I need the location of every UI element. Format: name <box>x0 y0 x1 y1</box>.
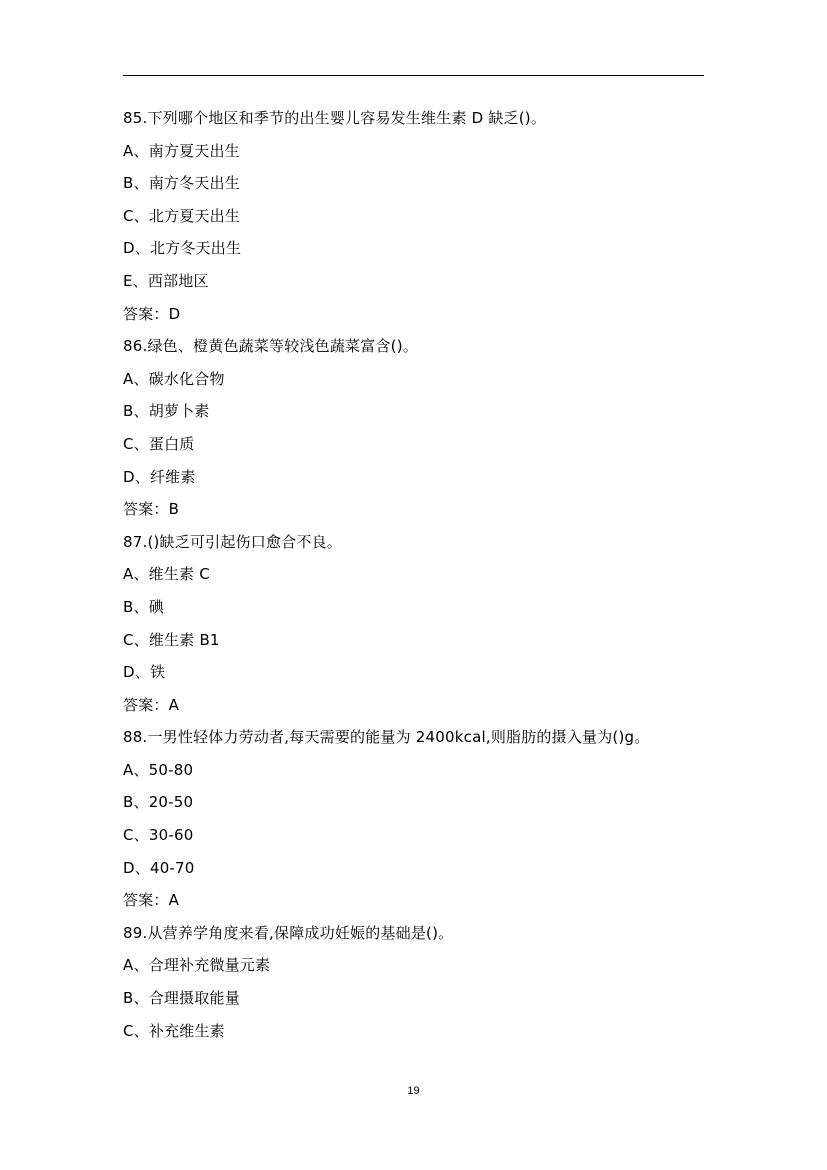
question-85: 85.下列哪个地区和季节的出生婴儿容易发生维生素 D 缺乏()。 <box>123 109 547 127</box>
option-85-a: A、南方夏天出生 <box>123 141 240 160</box>
answer-87: 答案：A <box>123 695 180 714</box>
option-86-a: A、碳水化合物 <box>123 369 225 388</box>
option-87-c: C、维生素 B1 <box>123 630 220 649</box>
option-87-b: B、碘 <box>123 597 164 616</box>
document-body <box>123 102 723 1047</box>
option-85-b: B、南方冬天出生 <box>123 174 240 193</box>
option-89-a: A、合理补充微量元素 <box>123 956 271 975</box>
answer-85: 答案：D <box>123 304 181 323</box>
question-87: 87.()缺乏可引起伤口愈合不良。 <box>123 532 342 551</box>
question-86: 86.绿色、橙黄色蔬菜等较浅色蔬菜富含()。 <box>123 337 418 356</box>
option-86-d: D、纤维素 <box>123 467 196 486</box>
option-85-d: D、北方冬天出生 <box>123 239 242 258</box>
option-89-b: B、合理摄取能量 <box>123 989 240 1008</box>
option-88-d: D、40-70 <box>123 858 195 877</box>
answer-86: 答案：B <box>123 500 180 519</box>
option-86-b: B、胡萝卜素 <box>123 402 210 421</box>
option-86-c: C、蛋白质 <box>123 434 195 453</box>
option-89-c: C、补充维生素 <box>123 1021 225 1040</box>
question-89: 89.从营养学角度来看,保障成功妊娠的基础是()。 <box>123 923 454 942</box>
header-rule <box>123 75 704 76</box>
option-85-c: C、北方夏天出生 <box>123 206 241 225</box>
page-number: 19 <box>407 1085 420 1097</box>
option-88-c: C、30-60 <box>123 826 194 845</box>
option-87-a: A、维生素 C <box>123 565 210 584</box>
answer-88: 答案：A <box>123 891 180 910</box>
option-87-d: D、铁 <box>123 663 166 682</box>
option-88-a: A、50-80 <box>123 760 194 779</box>
option-88-b: B、20-50 <box>123 793 194 812</box>
question-88: 88.一男性轻体力劳动者,每天需要的能量为 2400kcal,则脂肪的摄入量为()g。 <box>123 728 650 747</box>
option-85-e: E、西部地区 <box>123 271 209 290</box>
